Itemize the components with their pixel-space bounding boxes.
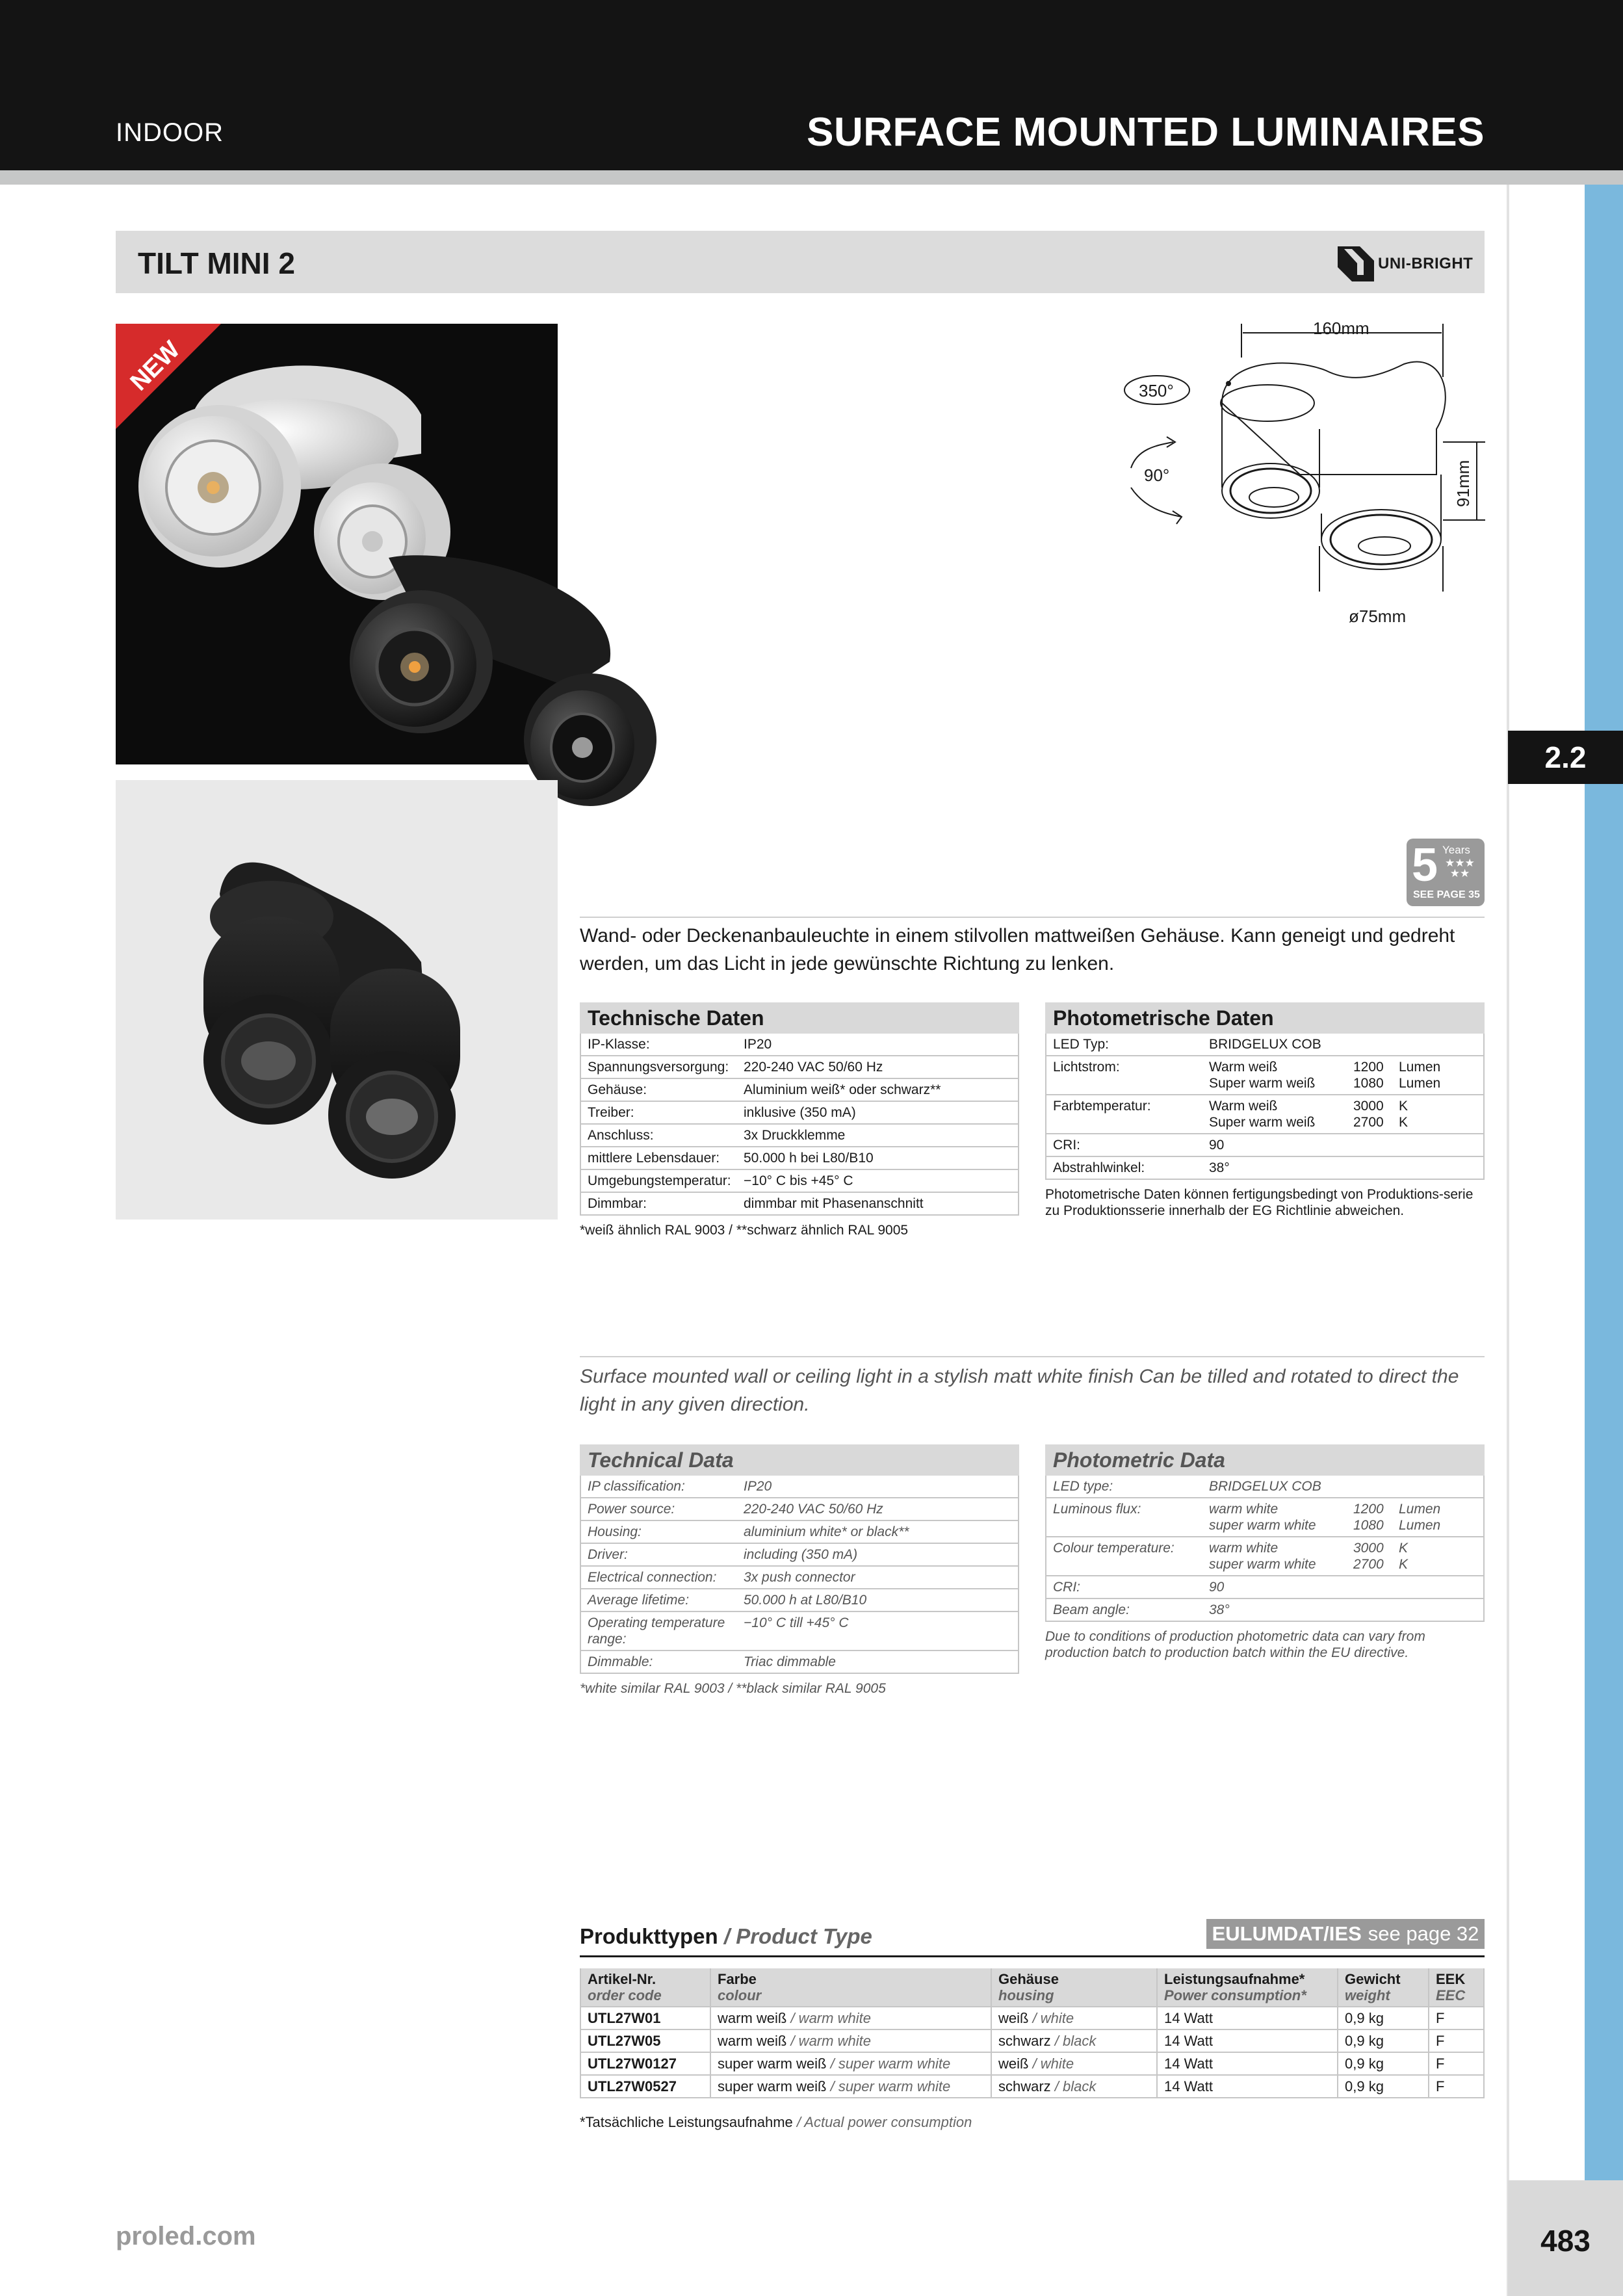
site-url[interactable]: proled.com bbox=[116, 2222, 256, 2250]
page-number: 483 bbox=[1540, 2224, 1591, 2258]
product-types-rule bbox=[580, 1955, 1485, 1957]
spec-row: IP classification: IP20 bbox=[580, 1476, 1019, 1498]
warranty-years-number: 5 bbox=[1412, 839, 1438, 891]
black-luminaire-illustration bbox=[116, 780, 558, 1220]
spec-row: Gehäuse: Aluminium weiß* oder schwarz** bbox=[580, 1079, 1019, 1102]
spec-row: Dimmbar: dimmbar mit Phasenanschnitt bbox=[580, 1193, 1019, 1216]
product-photo-secondary bbox=[116, 780, 558, 1220]
spec-row: Operating temperature range: −10° C till +45° C bbox=[580, 1612, 1019, 1651]
spec-row: Abstrahlwinkel: 38° bbox=[1045, 1157, 1485, 1180]
spec-row: mittlere Lebensdauer: 50.000 h bei L80/B10 bbox=[580, 1147, 1019, 1170]
photometric-data-de bbox=[1045, 1002, 1485, 1219]
photometric-data-note: Photometrische Daten können fertigungsbedingt von Produktions-serie zu Produktionsserie innerhalb der EG Richtlinie abweichen. bbox=[1045, 1187, 1474, 1218]
section-label: INDOOR bbox=[116, 118, 224, 147]
warranty-see-page: SEE PAGE 35 bbox=[1413, 889, 1480, 900]
rotation-angle: 350° bbox=[1139, 381, 1174, 400]
spec-row: Electrical connection: 3x push connector bbox=[580, 1567, 1019, 1589]
product-types-title: Produkttypen / Product Type bbox=[580, 1924, 872, 1948]
eulumdat-link[interactable]: EULUMDAT/IES see page 32 bbox=[1206, 1919, 1485, 1949]
spec-row: LED Typ: BRIDGELUX COB bbox=[1045, 1034, 1485, 1056]
spec-row: Lichtstrom: Warm weiß 1200 Lumen Super warm weiß 1080 Lumen bbox=[1045, 1056, 1485, 1095]
chapter-color-strip bbox=[1585, 185, 1623, 2180]
brand-mark-icon bbox=[1338, 246, 1374, 281]
spec-row: LED type: BRIDGELUX COB bbox=[1045, 1476, 1485, 1498]
new-badge: NEW bbox=[125, 335, 186, 397]
brand-name: UNI-BRIGHT bbox=[1378, 255, 1474, 272]
spec-row: Luminous flux: warm white 1200 Lumen super warm white 1080 Lumen bbox=[1045, 1498, 1485, 1537]
spec-row: Umgebungstemperatur: −10° C bis +45° C bbox=[580, 1170, 1019, 1193]
spec-row: Spannungsversorgung: 220-240 VAC 50/60 Hz bbox=[580, 1056, 1019, 1079]
tilt-angle: 90° bbox=[1144, 465, 1170, 485]
table-row[interactable]: UTL27W01 warm weiß / warm white weiß / white 14 Watt 0,9 kg F bbox=[580, 2007, 1485, 2030]
page-heading: SURFACE MOUNTED LUMINAIRES bbox=[807, 110, 1485, 155]
technical-data-en bbox=[580, 1444, 1019, 1697]
product-types-note: *Tatsächliche Leistungsaufnahme / Actual power consumption bbox=[580, 2114, 972, 2130]
table-header-row: Artikel-Nr. order code Farbe colour Gehäuse housing Leistungsaufnahme* Power consumption* Gewicht weight EEK EEC bbox=[580, 1968, 1485, 2007]
height-dimension: 91mm bbox=[1453, 460, 1473, 507]
product-title-bar bbox=[116, 231, 1485, 293]
spec-row: CRI: 90 bbox=[1045, 1576, 1485, 1599]
spec-row: Treiber: inklusive (350 mA) bbox=[580, 1102, 1019, 1125]
dimension-drawing bbox=[1105, 319, 1495, 644]
spec-row: Average lifetime: 50.000 h at L80/B10 bbox=[580, 1589, 1019, 1612]
spec-row: Colour temperature: warm white 3000 K super warm white 2700 K bbox=[1045, 1537, 1485, 1576]
luminaire-illustration bbox=[116, 324, 655, 792]
brand-logo bbox=[1338, 246, 1473, 282]
divider-en bbox=[580, 1356, 1485, 1357]
spec-row: Farbtemperatur: Warm weiß 3000 K Super warm weiß 2700 K bbox=[1045, 1095, 1485, 1134]
technical-data-note: *weiß ähnlich RAL 9003 / **schwarz ähnlich RAL 9005 bbox=[580, 1223, 909, 1238]
spec-row: Driver: including (350 mA) bbox=[580, 1544, 1019, 1567]
photometric-data-en bbox=[1045, 1444, 1485, 1661]
table-row[interactable]: UTL27W0127 super warm weiß / super warm white weiß / white 14 Watt 0,9 kg F bbox=[580, 2053, 1485, 2076]
photometric-data-note: Due to conditions of production photometric data can vary from production batch to production batch within the EU directive. bbox=[1045, 1629, 1425, 1660]
product-title: TILT MINI 2 bbox=[138, 246, 295, 280]
spec-row: Anschluss: 3x Druckklemme bbox=[580, 1125, 1019, 1147]
warranty-years-label: Years bbox=[1442, 844, 1470, 856]
photometric-data-title: Photometric Data bbox=[1045, 1444, 1485, 1476]
spec-row: IP-Klasse: IP20 bbox=[580, 1034, 1019, 1056]
divider-de bbox=[580, 917, 1485, 918]
spec-row: Power source: 220-240 VAC 50/60 Hz bbox=[580, 1498, 1019, 1521]
spec-row: Beam angle: 38° bbox=[1045, 1599, 1485, 1622]
product-photo-main bbox=[116, 324, 558, 764]
spec-row: CRI: 90 bbox=[1045, 1134, 1485, 1157]
photometric-data-title: Photometrische Daten bbox=[1045, 1002, 1485, 1034]
warranty-stars-icon: ★★★ ★★ bbox=[1445, 857, 1475, 880]
technical-data-title: Technische Daten bbox=[580, 1002, 1019, 1034]
description-en: Surface mounted wall or ceiling light in a stylish matt white finish Can be tilled and rotated to direct the light in any given direction. bbox=[580, 1366, 1459, 1415]
warranty-badge[interactable] bbox=[1407, 839, 1485, 906]
width-dimension: 160mm bbox=[1313, 319, 1370, 338]
spec-row: Dimmable: Triac dimmable bbox=[580, 1651, 1019, 1674]
technical-data-note: *white similar RAL 9003 / **black similar RAL 9005 bbox=[580, 1681, 886, 1696]
table-row[interactable]: UTL27W0527 super warm weiß / super warm white schwarz / black 14 Watt 0,9 kg F bbox=[580, 2076, 1485, 2098]
header-stripe bbox=[0, 170, 1623, 185]
spec-row: Housing: aluminium white* or black** bbox=[580, 1521, 1019, 1544]
diameter-dimension: ø75mm bbox=[1349, 607, 1407, 626]
right-divider bbox=[1507, 185, 1509, 2296]
description-de: Wand- oder Deckenanbauleuchte in einem stilvollen mattweißen Gehäuse. Kann geneigt und gedreht werden, um das Licht in jede gewünschte Richtung zu lenken. bbox=[580, 925, 1455, 974]
product-types-table bbox=[580, 1968, 1485, 2098]
technical-data-title: Technical Data bbox=[580, 1444, 1019, 1476]
table-row[interactable]: UTL27W05 warm weiß / warm white schwarz / black 14 Watt 0,9 kg F bbox=[580, 2030, 1485, 2053]
chapter-tab[interactable]: 2.2 bbox=[1508, 731, 1623, 784]
technical-data-de bbox=[580, 1002, 1019, 1238]
